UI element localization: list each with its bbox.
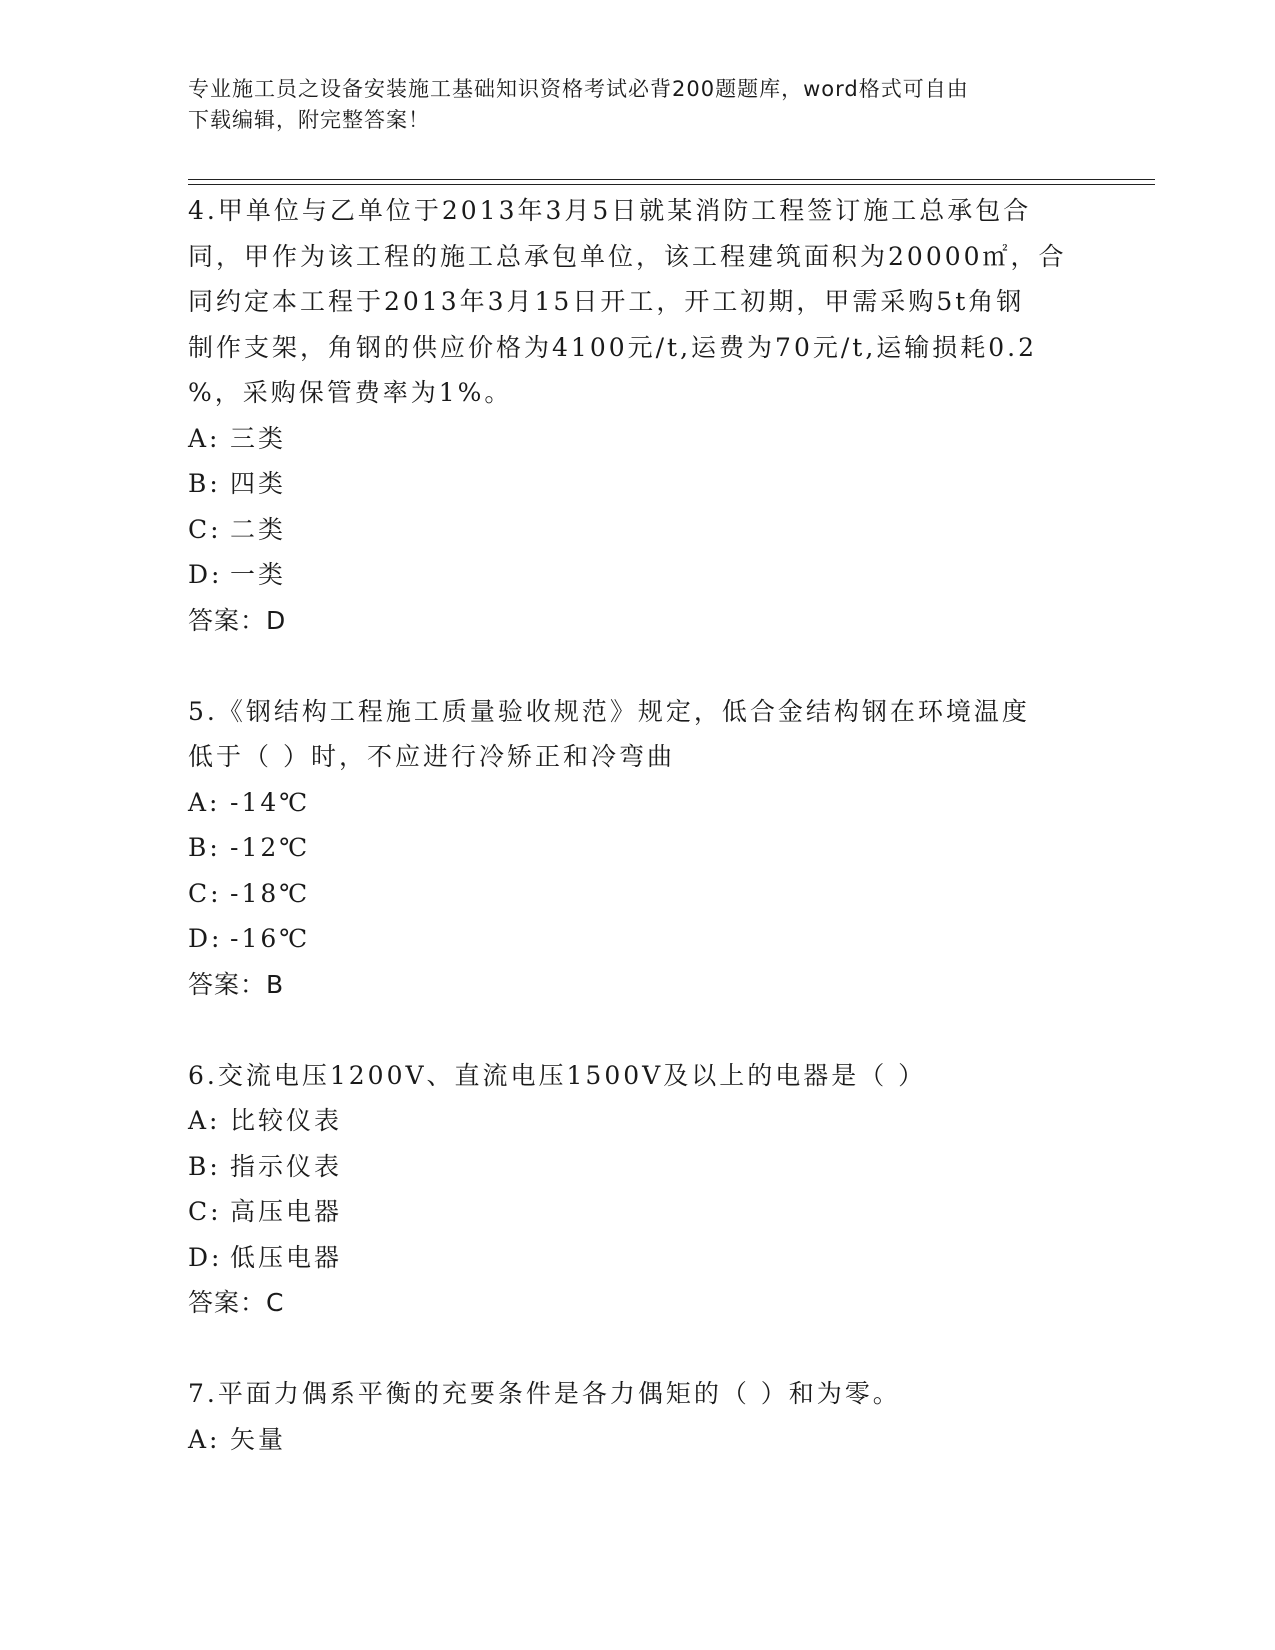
option-a: [188, 1417, 1088, 1463]
header-title-line-2: 下载编辑，附完整答案！: [188, 108, 430, 132]
option-letter: D:: [188, 560, 223, 589]
option-b: [188, 461, 1088, 507]
question-spacer: [188, 1326, 1088, 1372]
question-4: [188, 188, 1088, 643]
answer-line: 答案：B: [188, 969, 285, 999]
option-letter: C:: [188, 1197, 222, 1226]
option-letter: A:: [188, 423, 221, 453]
option-c: [188, 1189, 1088, 1235]
option-text: -16℃: [230, 924, 311, 953]
option-letter: A:: [188, 1424, 221, 1454]
question-stem-line: 4.甲单位与乙单位于2013年3月5日就某消防工程签订施工总承包合: [188, 196, 1032, 225]
option-text: 四类: [230, 469, 287, 498]
option-b: [188, 825, 1088, 871]
option-letter: D:: [188, 1242, 223, 1272]
document-header: [188, 74, 1068, 136]
question-list: [188, 188, 1088, 1462]
question-spacer: [188, 643, 1088, 689]
option-c: [188, 507, 1088, 553]
question-6: [188, 1053, 1088, 1326]
option-a: [188, 780, 1088, 826]
option-d: [188, 1235, 1088, 1281]
option-text: -12℃: [230, 833, 311, 862]
question-5: [188, 689, 1088, 1008]
option-text: 高压电器: [230, 1197, 343, 1226]
option-a: [188, 1098, 1088, 1144]
option-text: 矢量: [230, 1424, 287, 1454]
option-d: [188, 916, 1088, 962]
option-letter: C:: [188, 878, 222, 908]
option-text: 指示仪表: [230, 1151, 343, 1181]
option-text: 比较仪表: [230, 1106, 343, 1135]
option-letter: B:: [188, 469, 221, 498]
option-letter: D:: [188, 924, 223, 953]
option-a: [188, 416, 1088, 462]
option-c: [188, 871, 1088, 917]
option-text: 三类: [230, 423, 287, 453]
option-d: [188, 552, 1088, 598]
question-7: [188, 1371, 1088, 1462]
question-stem-line: 同约定本工程于2013年3月15日开工，开工初期，甲需采购5t角钢: [188, 287, 1025, 316]
option-text: -14℃: [230, 787, 311, 817]
question-stem-line: 低于（ ）时，不应进行冷矫正和冷弯曲: [188, 742, 675, 771]
question-spacer: [188, 1007, 1088, 1053]
header-title-line-1: 专业施工员之设备安装施工基础知识资格考试必背200题题库，word格式可自由: [188, 77, 969, 101]
question-stem-line: 6.交流电压1200V、直流电压1500V及以上的电器是（ ）: [188, 1060, 927, 1090]
header-divider-top: [188, 179, 1155, 180]
option-letter: A:: [188, 1106, 221, 1135]
question-stem-line: 同，甲作为该工程的施工总承包单位，该工程建筑面积为20000㎡，合: [188, 241, 1067, 271]
option-letter: B:: [188, 833, 221, 862]
option-letter: B:: [188, 1151, 221, 1181]
question-stem-line: 制作支架，角钢的供应价格为4100元/t,运费为70元/t,运输损耗0.2: [188, 332, 1038, 362]
question-stem-line: 5.《钢结构工程施工质量验收规范》规定，低合金结构钢在环境温度: [188, 696, 1030, 726]
option-text: 二类: [230, 514, 287, 544]
question-stem-line: 7.平面力偶系平衡的充要条件是各力偶矩的（ ）和为零。: [188, 1379, 901, 1408]
option-b: [188, 1144, 1088, 1190]
answer-line: 答案：D: [188, 605, 287, 635]
header-divider-bottom: [188, 184, 1155, 185]
option-text: 低压电器: [230, 1242, 343, 1272]
question-stem-line: %，采购保管费率为1%。: [188, 378, 513, 407]
option-text: -18℃: [230, 878, 311, 908]
option-letter: C:: [188, 514, 222, 544]
answer-line: 答案：C: [188, 1288, 285, 1317]
option-text: 一类: [230, 560, 287, 589]
option-letter: A:: [188, 787, 221, 817]
